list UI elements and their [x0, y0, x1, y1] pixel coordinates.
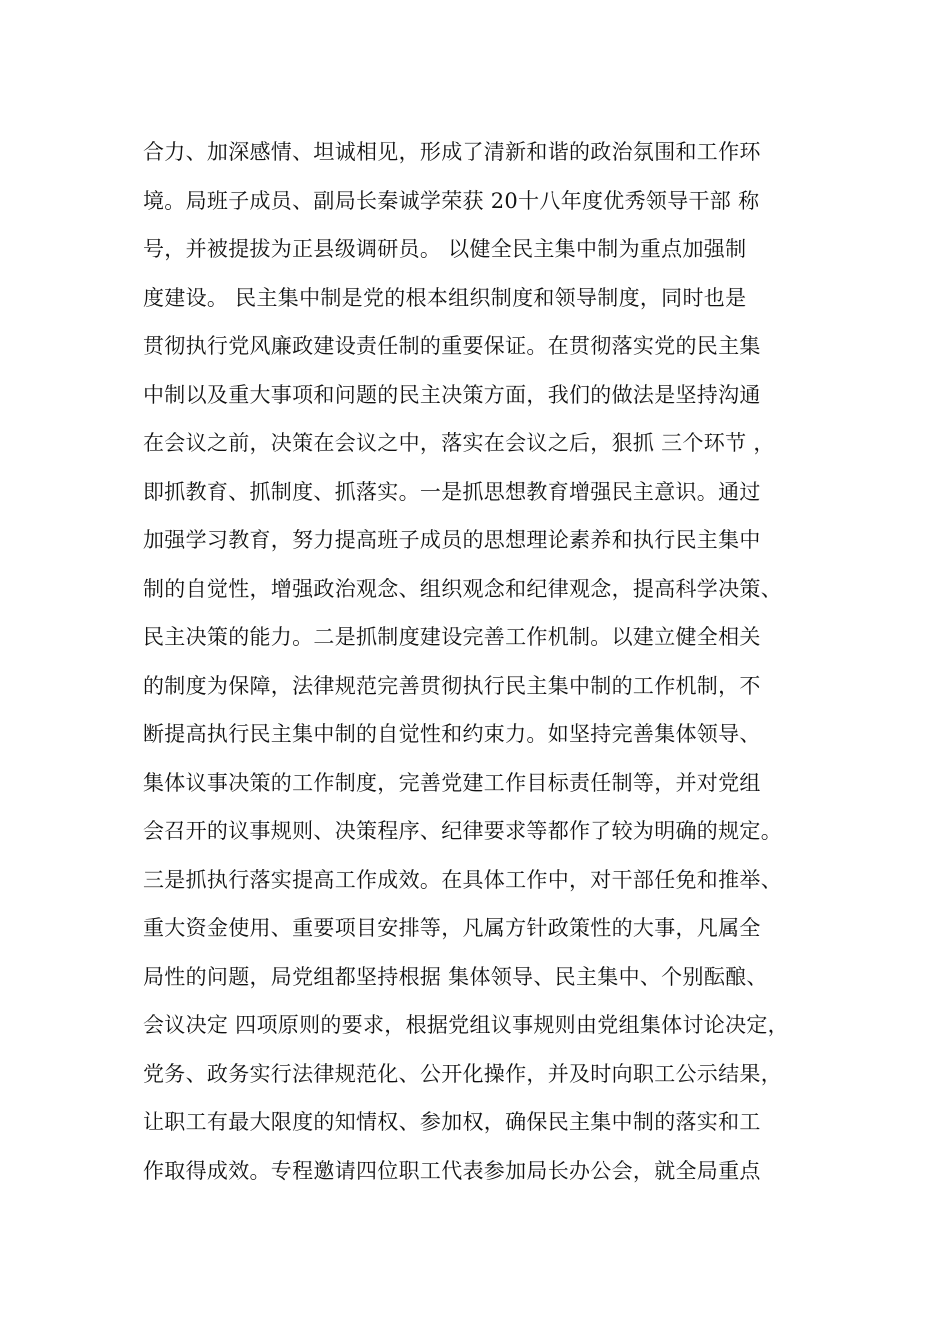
text-line: 的制度为保障，法律规范完善贯彻执行民主集中制的工作机制，不 [143, 673, 761, 698]
text-line: 合力、加深感情、坦诚相见，形成了清新和谐的政治氛围和工作环 [143, 140, 761, 164]
text-line: 作取得成效。专程邀请四位职工代表参加局长办公会，就全局重点 [143, 1158, 761, 1183]
text-line: 境。局班子成员、副局长秦诚学荣获 20十八年度优秀领导干部 称 [143, 188, 760, 213]
text-line: 贯彻执行党风廉政建设责任制的重要保证。在贯彻落实党的民主集 [143, 334, 761, 358]
text-line: 加强学习教育，努力提高班子成员的思想理论素养和执行民主集中 [143, 528, 761, 552]
text-line: 会召开的议事规则、决策程序、纪律要求等都作了较为明确的规定。 [143, 819, 782, 843]
text-line: 在会议之前，决策在会议之中，落实在会议之后，狠抓 三个环节 ， [143, 431, 775, 455]
text-line: 让职工有最大限度的知情权、参加权，确保民主集中制的落实和工 [143, 1110, 761, 1134]
text-line: 民主决策的能力。二是抓制度建设完善工作机制。以建立健全相关 [143, 625, 761, 649]
text-line: 党务、政务实行法律规范化、公开化操作，并及时向职工公示结果， [143, 1061, 782, 1086]
text-line: 集体议事决策的工作制度，完善党建工作目标责任制等，并对党组 [143, 770, 761, 795]
text-line: 号，并被提拔为正县级调研员。 以健全民主集中制为重点加强制 [143, 237, 747, 261]
text-line: 重大资金使用、重要项目安排等，凡属方针政策性的大事，凡属全 [143, 916, 761, 940]
text-line: 度建设。 民主集中制是党的根本组织制度和领导制度，同时也是 [143, 285, 747, 310]
text-line: 断提高执行民主集中制的自觉性和约束力。如坚持完善集体领导、 [143, 722, 761, 746]
text-line: 局性的问题，局党组都坚持根据 集体领导、民主集中、个别酝酿、 [143, 964, 768, 989]
text-line: 即抓教育、抓制度、抓落实。一是抓思想教育增强民主意识。通过 [143, 479, 761, 504]
text-line: 会议决定 四项原则的要求，根据党组议事规则由党组集体讨论决定， [143, 1013, 789, 1037]
text-line: 制的自觉性，增强政治观念、组织观念和纪律观念，提高科学决策、 [143, 576, 782, 601]
body-text [143, 128, 843, 1195]
text-line: 三是抓执行落实提高工作成效。在具体工作中，对干部任免和推举、 [143, 867, 782, 892]
text-line: 中制以及重大事项和问题的民主决策方面，我们的做法是坚持沟通 [143, 382, 761, 407]
